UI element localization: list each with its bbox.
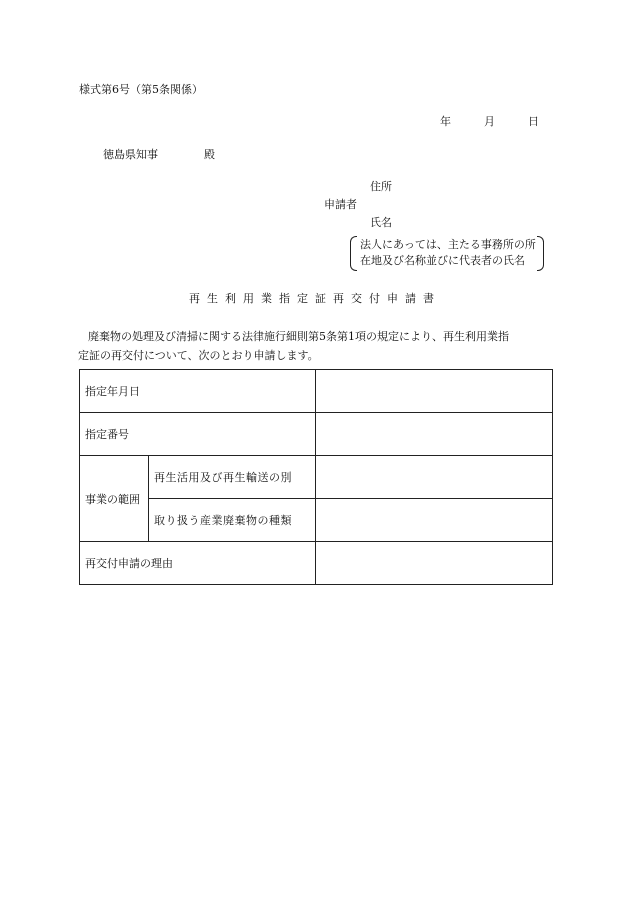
- left-bracket: [350, 236, 357, 271]
- body-text: [78, 327, 558, 365]
- addressee: [103, 146, 215, 162]
- business-scope-label: 事業の範囲: [80, 456, 149, 542]
- corporate-note: [350, 236, 544, 271]
- table-row: [80, 542, 553, 585]
- reuse-type-label: 再生活用及び再生輸送の別: [149, 456, 316, 499]
- form-number: 様式第6号（第5条関係）: [79, 83, 203, 96]
- table-row: [80, 413, 553, 456]
- right-bracket: [537, 236, 544, 271]
- document-title: 再生利用業指定証再交付申請書: [189, 292, 441, 305]
- table-row: [80, 456, 553, 499]
- waste-types-value[interactable]: [316, 499, 553, 542]
- body-line-1: 廃棄物の処理及び清掃に関する法律施行細則第5条第1項の規定により、再生利用業指: [88, 330, 509, 343]
- applicant-label: 申請者: [324, 198, 357, 211]
- addressee-name: 徳島県知事: [103, 148, 158, 161]
- name-label: 氏名: [370, 216, 392, 229]
- date-month-label: 月: [484, 115, 495, 128]
- address-label: 住所: [370, 180, 392, 193]
- application-table: [79, 369, 553, 585]
- designation-date-label: 指定年月日: [80, 370, 316, 413]
- designation-number-value[interactable]: [316, 413, 553, 456]
- designation-date-value[interactable]: [316, 370, 553, 413]
- reuse-type-value[interactable]: [316, 456, 553, 499]
- reissue-reason-label: 再交付申請の理由: [80, 542, 316, 585]
- body-line-2: 定証の再交付について、次のとおり申請します。: [78, 349, 319, 362]
- designation-number-label: 指定番号: [80, 413, 316, 456]
- date-line: [440, 113, 539, 129]
- corporate-note-line1: 法人にあっては、主たる事務所の所: [360, 238, 536, 251]
- corporate-note-line2: 在地及び名称並びに代表者の氏名: [360, 254, 525, 267]
- waste-types-label: 取り扱う産業廃棄物の種類: [149, 499, 316, 542]
- date-day-label: 日: [528, 115, 539, 128]
- date-year-label: 年: [440, 115, 451, 128]
- reissue-reason-value[interactable]: [316, 542, 553, 585]
- table-row: [80, 370, 553, 413]
- addressee-honorific: 殿: [204, 148, 215, 161]
- table-row: [80, 499, 553, 542]
